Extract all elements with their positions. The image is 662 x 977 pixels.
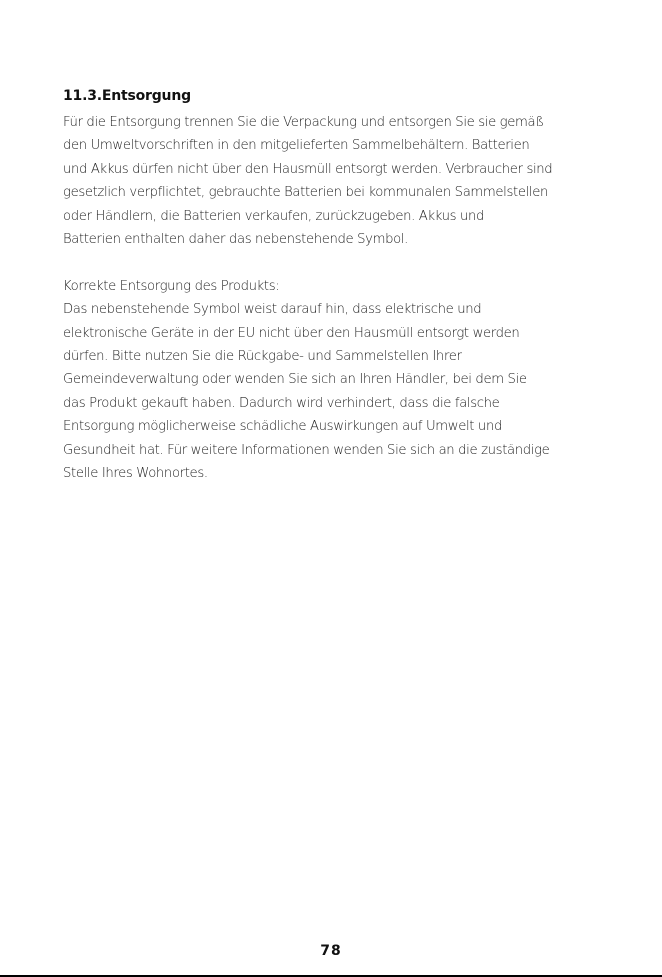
text-line: das Produkt gekauft haben. Dadurch wird verhindert, dass die falsche [63, 395, 500, 411]
section-body [63, 111, 623, 485]
paragraph-lead: Korrekte Entsorgung des Produkts: [63, 278, 280, 294]
text-line: und Akkus dürfen nicht über den Hausmüll entsorgt werden. Verbraucher sind [63, 161, 553, 177]
paragraph-product-disposal [63, 275, 623, 486]
text-line: Gemeindeverwaltung oder wenden Sie sich an Ihren Händler, bei dem Sie [63, 372, 527, 388]
text-line: oder Händlern, die Batterien verkaufen, zurückzugeben. Akkus und [63, 208, 485, 224]
text-line: Entsorgung möglicherweise schädliche Auswirkungen auf Umwelt und [63, 419, 502, 435]
text-line: elektronische Geräte in der EU nicht über den Hausmüll entsorgt werden [63, 325, 520, 341]
paragraph-disposal-packaging [63, 111, 623, 251]
page-number: 78 [320, 943, 342, 959]
paragraph-spacer [63, 251, 623, 274]
text-line: Stelle Ihres Wohnortes. [63, 466, 208, 482]
text-line: dürfen. Bitte nutzen Sie die Rückgabe- und Sammelstellen Ihrer [63, 349, 462, 365]
text-line: Batterien enthalten daher das nebenstehende Symbol. [63, 232, 408, 248]
text-line: Gesundheit hat. Für weitere Informationen wenden Sie sich an die zuständige [63, 442, 550, 458]
text-line: Für die Entsorgung trennen Sie die Verpackung und entsorgen Sie sie gemäß [63, 115, 544, 130]
text-line: den Umweltvorschriften in den mitgelieferten Sammelbehältern. Batterien [63, 138, 530, 154]
section-heading: 11.3.Entsorgung [63, 88, 191, 104]
text-line: Das nebenstehende Symbol weist darauf hin, dass elektrische und [63, 302, 482, 318]
text-line: gesetzlich verpflichtet, gebrauchte Batterien bei kommunalen Sammelstellen [63, 185, 548, 201]
